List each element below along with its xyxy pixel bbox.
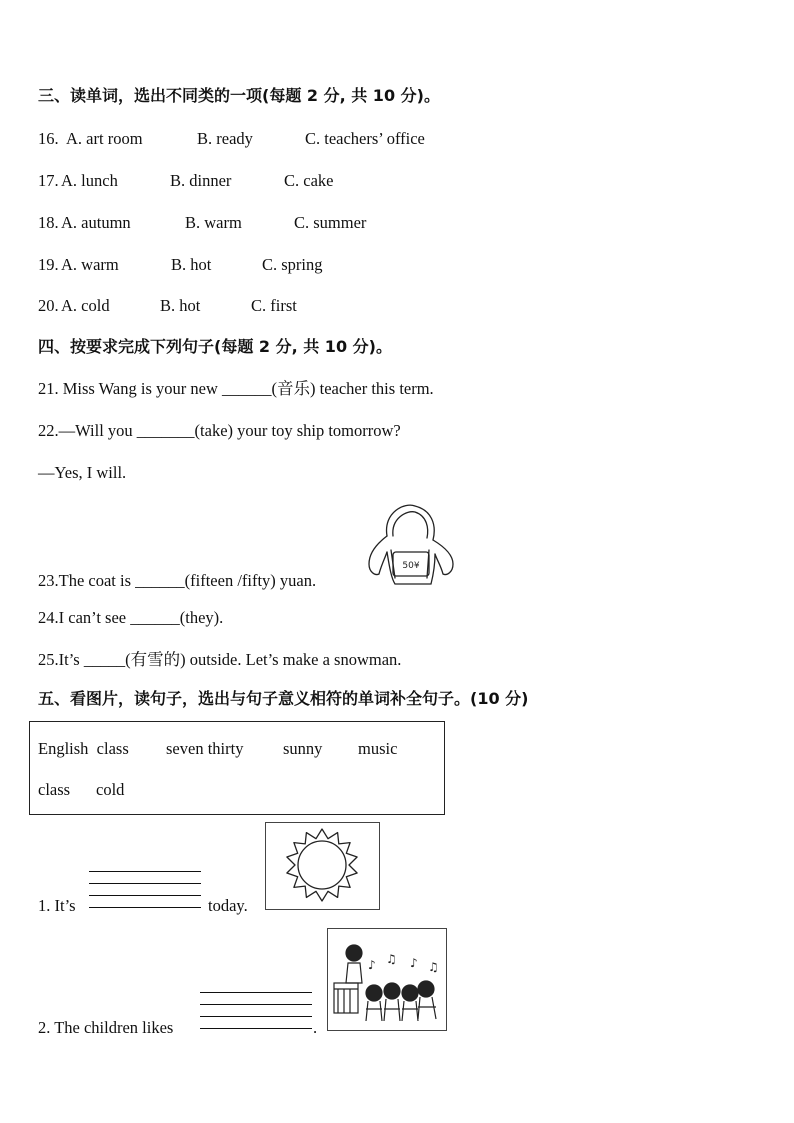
section3-heading: 三、读单词，选出不同类的一项(每题 2 分, 共 10 分)。: [38, 86, 440, 105]
q2-writing-lines[interactable]: [200, 991, 312, 1031]
word-bank-english-class: English class: [38, 739, 129, 758]
word-bank-music: music: [358, 739, 398, 758]
section5-heading: 五、看图片，读句子，选出与句子意义相符的单词补全句子。(10 分): [38, 689, 529, 708]
q19-option-c: C. spring: [262, 255, 323, 274]
coat-body: [369, 536, 387, 575]
word-bank-cold: cold: [96, 780, 125, 799]
coat-figure: [365, 502, 457, 588]
q22: 22.—Will you _______(take) your toy ship tomorrow?: [38, 421, 401, 440]
q2-after: .: [313, 1018, 318, 1037]
q21: 21. Miss Wang is your new ______(音乐) teacher this term.: [38, 379, 434, 398]
section4-heading: 四、按要求完成下列句子(每题 2 分, 共 10 分)。: [38, 337, 392, 356]
svg-text:♪: ♪: [368, 958, 376, 972]
q25: 25.It’s _____(有雪的) outside. Let’s make a snowman.: [38, 650, 402, 669]
word-bank: [29, 721, 445, 815]
q2-before: 2. The children likes: [38, 1018, 174, 1037]
q18-option-a: A. autumn: [61, 213, 131, 232]
word-bank-seven-thirty: seven thirty: [166, 739, 244, 758]
svg-text:♪: ♪: [410, 956, 418, 970]
music-class-picture: [327, 928, 447, 1031]
q1-after: today.: [208, 896, 248, 915]
word-bank-class: class: [38, 780, 71, 799]
q22-answer: —Yes, I will.: [38, 463, 127, 482]
svg-text:♫: ♫: [386, 952, 397, 966]
q17-option-c: C. cake: [284, 171, 334, 190]
q16-num: 16.: [38, 129, 59, 148]
q17-option-b: B. dinner: [170, 171, 232, 190]
children-singing-icon: [328, 929, 446, 1030]
q18-option-b: B. warm: [185, 213, 242, 232]
q16-option-c: C. teachers’ office: [305, 129, 425, 148]
q20-option-a: A. cold: [61, 296, 110, 315]
q19-num: 19.: [38, 255, 59, 274]
q20-option-b: B. hot: [160, 296, 201, 315]
q17-num: 17.: [38, 171, 59, 190]
q17-option-a: A. lunch: [61, 171, 118, 190]
q19-option-a: A. warm: [61, 255, 119, 274]
q18-num: 18.: [38, 213, 59, 232]
coat-body-right: [433, 540, 453, 575]
price-tag-text: 50¥: [402, 561, 420, 571]
q16-option-a: A. art room: [66, 129, 143, 148]
q24: 24.I can’t see ______(they).: [38, 608, 224, 627]
q18-option-c: C. summer: [294, 213, 367, 232]
coat-hood-inner: [393, 512, 428, 538]
q20-num: 20.: [38, 296, 59, 315]
word-bank-sunny: sunny: [283, 739, 323, 758]
q1-before: 1. It’s: [38, 896, 76, 915]
svg-text:♫: ♫: [428, 960, 439, 974]
sun-picture: [265, 822, 380, 910]
q16-option-b: B. ready: [197, 129, 253, 148]
q1-writing-lines[interactable]: [89, 870, 201, 910]
q20-option-c: C. first: [251, 296, 297, 315]
q23: 23.The coat is ______(fifteen /fifty) yuan.: [38, 571, 317, 590]
sun-icon: [266, 823, 379, 909]
q19-option-b: B. hot: [171, 255, 212, 274]
